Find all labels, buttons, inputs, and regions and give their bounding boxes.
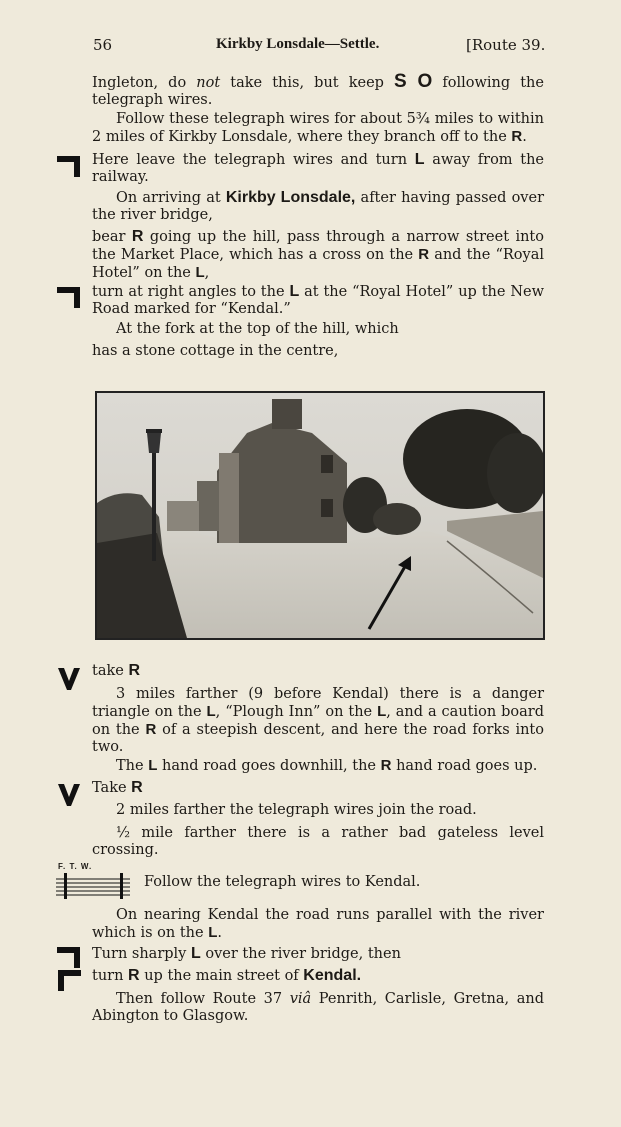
right-mark: R [131,779,143,796]
text: ½ mile farther there is a rather bad gateless level crossing. [92,825,544,858]
straight-on-mark: S O [394,71,433,92]
text: On nearing Kendal the road runs parallel with the river which is on the [92,907,544,941]
place-name: Kirkby Lonsdale, [225,189,356,206]
text: Follow the telegraph wires to Kendal. [144,874,421,890]
left-mark: L [289,283,300,300]
text: hand road goes up. [391,758,538,774]
turn-left-sign-icon [57,947,81,969]
turn-left-sign-icon [57,287,81,309]
text: Then follow Route 37 [116,991,290,1007]
route-label: [Route 39. [466,36,546,54]
text: 3 miles farther (9 before Kendal) there is a danger triangle on the [92,686,544,720]
left-mark: L [377,703,387,720]
ftw-label: F. T. W. [58,862,93,871]
paragraph [92,189,544,224]
text: take this, but keep [220,75,395,91]
right-mark: R [511,128,523,145]
text: At the fork at the top of the hill, which [116,321,399,337]
text: and the “Royal Hotel” on the [92,247,544,281]
text: , and a caution board on the [92,704,544,738]
paragraph [92,686,544,756]
turn-left-sign-icon [57,156,81,178]
text: bear [92,229,132,245]
right-mark: R [380,757,392,774]
paragraph [92,283,544,318]
fork-v-sign-icon [57,667,81,691]
text: On arriving at [116,190,226,206]
paragraph [92,151,544,186]
left-mark: L [190,945,201,962]
text: Ingleton, do [92,75,197,91]
text: Here leave the telegraph wires and turn [92,152,415,168]
paragraph [92,343,544,360]
text: Turn sharply [92,946,191,962]
text: has a stone cottage in the centre, [92,343,339,359]
paragraph [92,991,544,1025]
paragraph [92,321,544,338]
page-number: 56 [93,36,113,54]
paragraph [92,662,544,680]
left-mark: L [148,757,158,774]
road-fork-photograph [95,391,545,640]
right-mark: R [418,246,430,263]
right-mark: R [128,662,141,679]
emphasis: not [196,75,221,91]
text: at the “Royal Hotel” up the New Road marked for “Kendal.” [92,284,544,317]
left-mark: L [208,924,218,941]
fork-v-sign-icon [57,783,81,807]
text: Take [92,780,132,796]
left-mark: L [195,264,205,281]
right-mark: R [145,721,157,738]
turn-right-sign-icon [57,970,81,992]
paragraph [92,73,544,109]
paragraph [92,967,544,985]
paragraph [92,945,544,963]
page-title: Kirkby Lonsdale—Settle. [216,36,380,52]
right-mark: R [128,967,140,984]
text: . [522,129,527,145]
text: hand road goes downhill, the [157,758,381,774]
text: Follow these telegraph wires for about 5¾ miles to within 2 miles of Kirkby Lonsdale, where they branch off to the [92,111,544,145]
right-mark: R [131,228,144,245]
paragraph [92,802,544,819]
paragraph [92,779,544,797]
text: , “Plough Inn” on the [215,704,378,720]
text: over the river bridge, then [200,946,401,962]
text: 2 miles farther the telegraph wires join the road. [116,802,477,818]
text: up the main street of [139,968,304,984]
text: , [204,265,210,281]
paragraph [92,825,544,859]
paragraph [92,757,544,775]
place-name: Kendal. [303,967,362,984]
text: of a steepish descent, and here the road forks into two. [92,722,544,755]
left-mark: L [414,151,425,168]
text: after having passed over the river bridge, [92,190,544,223]
text: The [116,758,149,774]
text: Penrith, Carlisle, Gretna, and Abington to Glasgow. [92,991,544,1024]
emphasis: viâ [289,991,312,1007]
paragraph [144,874,544,891]
text: turn [92,968,129,984]
text: going up the hill, pass through a narrow street into the Market Place, which has a cross on the [92,229,544,263]
paragraph [92,907,544,942]
telegraph-wires-icon [56,864,132,900]
text: following the telegraph wires. [92,75,544,108]
text: take [92,663,129,679]
text: turn at right angles to the [92,284,290,300]
left-mark: L [206,703,216,720]
text: . [217,925,222,941]
paragraph [92,228,544,282]
text: away from the railway. [92,152,544,185]
paragraph [92,111,544,146]
